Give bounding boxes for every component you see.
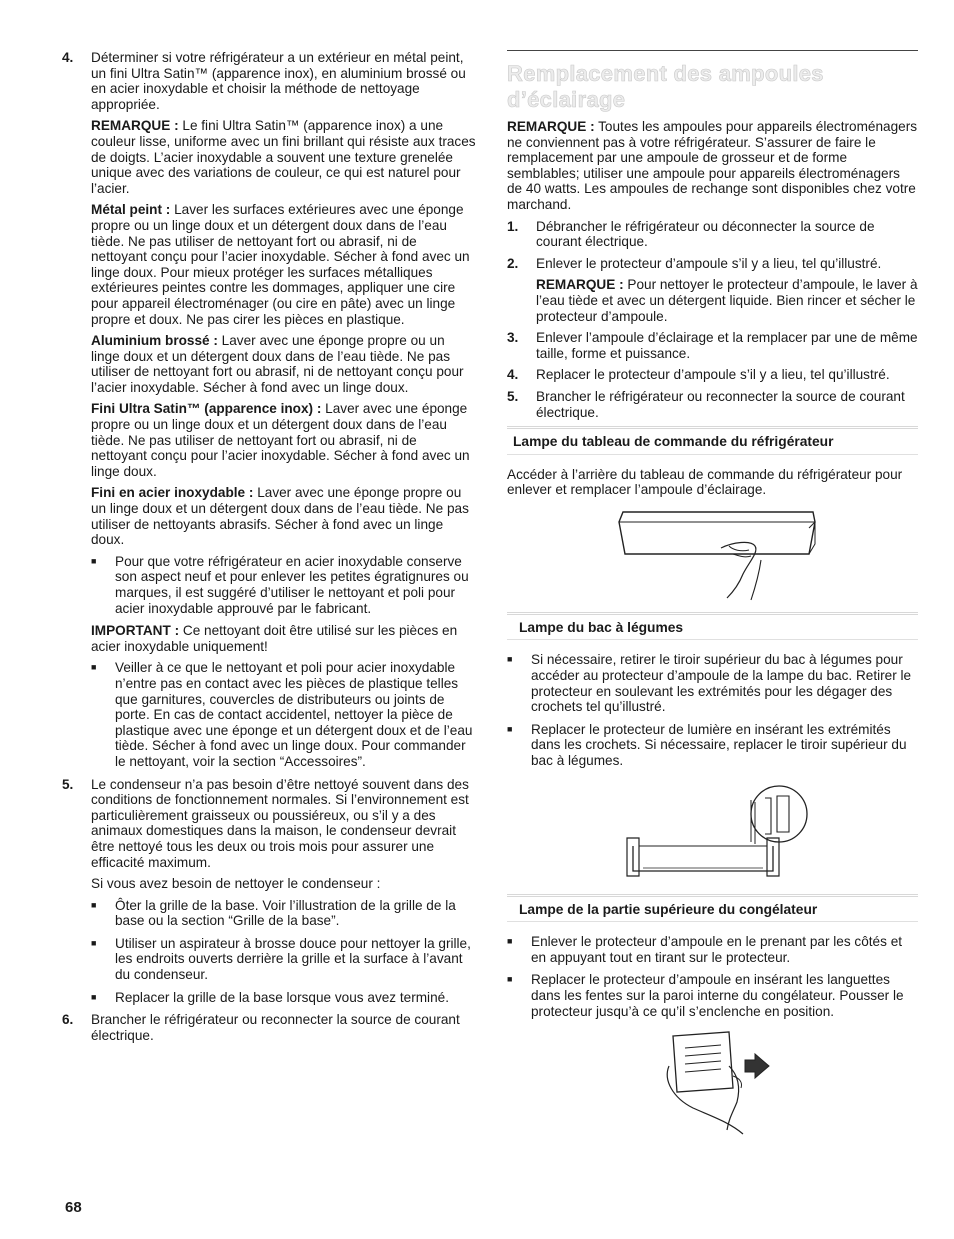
- list-item: [507, 934, 918, 965]
- step2-remarque: [507, 277, 918, 324]
- remarque-text: Le fini Ultra Satin™ (apparence inox) a une couleur lisse, uniforme avec un fini brillant qui résiste aux traces de doigts. L’acier inoxydable a souvent une texture grenelée unique avec des variations de couleur, ce qui est naturel pour l’acier.: [91, 118, 476, 196]
- metal-paragraph: [62, 202, 476, 327]
- remarque-label: REMARQUE :: [507, 119, 595, 134]
- step-text: Enlever le protecteur d’ampoule s’il y a lieu, tel qu’illustré.: [536, 255, 882, 271]
- left-column: [62, 50, 476, 1049]
- step-text: Le condenseur n’a pas besoin d’être nettoyé souvent dans des conditions de fonctionnement normales. Si l’environnement est particulièrement graisseux ou poussiéreux, ou s’il y a des animaux domestiques dans la maison, le condenseur devrait être nettoyé tous les deux ou trois mois pour assurer une efficacité maximum.: [91, 776, 469, 870]
- satin-label: Fini Ultra Satin™ (apparence inox) :: [91, 401, 322, 417]
- subsection-title: Lampe du bac à légumes: [519, 619, 684, 635]
- important-label: IMPORTANT :: [91, 623, 180, 639]
- step-number: 3.: [507, 330, 519, 346]
- list-item: [62, 898, 476, 929]
- subsection-rule: [507, 639, 918, 640]
- step-text: Enlever l’ampoule d’éclairage et la remplacer par une de même taille, forme et puissance.: [536, 330, 918, 361]
- step-number: 2.: [507, 255, 519, 271]
- remarque-paragraph: [62, 118, 476, 196]
- step-6: [62, 1012, 476, 1043]
- remarque-label: REMARQUE :: [536, 277, 624, 293]
- step-2: [507, 256, 918, 272]
- right-column: [507, 50, 918, 1144]
- satin-text: Laver avec une éponge propre ou un linge doux et un détergent doux dans de l’eau tiède. Ne pas utiliser de nettoyant fort ou abrasif, ni de nettoyant conçu pour l’acier inoxydable. Sécher à fond avec un linge doux.: [91, 401, 470, 479]
- remarque-text: Toutes les ampoules pour appareils électroménagers ne conviennent pas à votre réfrigérateur. S’assurer de faire le remplacement par une ampoule de grosseur et de forme semblables; utiliser une ampoule pour appareils électroménagers de 40 watts. Les ampoules de rechange sont disponibles chez votre marchand.: [507, 119, 918, 212]
- list-item: [62, 554, 476, 616]
- inox-paragraph: [62, 485, 476, 547]
- step-4: [507, 367, 918, 383]
- crisper-lamp-illustration: [613, 776, 813, 886]
- list-item-text: Replacer le protecteur d’ampoule en insérant les languettes dans les fentes sur la paroi interne du congélateur. Pousser le protecteur jusqu’à ce qu’il s’enclenche en position.: [531, 972, 904, 1019]
- metal-text: Laver les surfaces extérieures avec une éponge propre ou un linge doux et un détergent doux dans de l’eau tiède. Ne pas utiliser de nettoyant fort ou abrasif, ni de nettoyant conçu pour l’acier inoxydable. Sécher à fond avec un linge doux. Pour mieux protéger les surfaces métalliques extérieures peintes contre les dommages, appliquer une cire pour appareil électroménager (ou cire en pâte) avec un linge propre et doux. Ne pas cirer les pièces en plastique.: [91, 202, 470, 327]
- step-number: 4.: [62, 50, 74, 65]
- bullet-icon: ■: [91, 991, 97, 1002]
- page-number: 68: [65, 1199, 82, 1216]
- section-title: Remplacement des ampoules d’éclairage: [507, 61, 824, 112]
- step-3: [507, 330, 918, 361]
- bullet-icon: ■: [507, 936, 513, 947]
- important-paragraph: [62, 623, 476, 654]
- inox-text: Laver avec une éponge propre ou un linge doux et un détergent doux dans de l’eau tiède. Ne pas utiliser de nettoyants abrasifs. Sécher à fond avec un linge doux.: [91, 485, 469, 548]
- step-text: Brancher le réfrigérateur ou reconnecter la source de courant électrique.: [536, 388, 905, 420]
- alu-label: Aluminium brossé :: [91, 333, 218, 349]
- list-item: [507, 722, 918, 769]
- remarque-paragraph: [507, 119, 918, 213]
- step-text: Débrancher le réfrigérateur ou déconnecter la source de courant électrique.: [536, 218, 875, 250]
- satin-paragraph: [62, 401, 476, 479]
- list-item-text: Pour que votre réfrigérateur en acier inoxydable conserve son aspect neuf et pour enlever les petites égratignures ou marques, il est suggéré d’utiliser le nettoyant et poli pour acier inoxydable approuvé par le fabricant.: [115, 553, 469, 616]
- subsection-text: Accéder à l’arrière du tableau de commande du réfrigérateur pour enlever et remplacer l’ampoule d’éclairage.: [507, 466, 903, 498]
- list-item: [62, 936, 476, 983]
- step-number: 5.: [62, 776, 74, 792]
- step-number: 6.: [62, 1012, 74, 1028]
- alu-text: Laver avec une éponge propre ou un linge doux et un détergent doux dans de l’eau tiède. Ne pas utiliser de nettoyant fort ou abrasif, ni de nettoyant conçu pour l’acier inoxydable. Sécher à fond avec un linge doux.: [91, 333, 464, 395]
- bullet-icon: ■: [507, 654, 513, 665]
- subsection-rule: [507, 921, 918, 922]
- step-number: 4.: [507, 367, 519, 383]
- list-item-text: Enlever le protecteur d’ampoule en le prenant par les côtés et en appuyant tout en tirant sur le protecteur.: [531, 934, 903, 965]
- bullet-icon: ■: [91, 662, 97, 673]
- list-item: [62, 990, 476, 1006]
- important-text: Ce nettoyant doit être utilisé sur les pièces en acier inoxydable uniquement!: [91, 623, 458, 654]
- subsection-title: Lampe de la partie supérieure du congélateur: [519, 901, 818, 917]
- alu-paragraph: [62, 333, 476, 395]
- step-number: 5.: [507, 388, 519, 404]
- list-item-text: Ôter la grille de la base. Voir l’illustration de la grille de la base ou la section “Grille de la base”.: [115, 897, 456, 929]
- control-panel-lamp-illustration: [593, 504, 833, 604]
- step-5: [507, 389, 918, 420]
- bullet-icon: ■: [507, 723, 513, 734]
- list-item: [507, 972, 918, 1019]
- subsection-rule: [507, 454, 918, 455]
- step-4: [62, 50, 476, 112]
- bullet-icon: ■: [91, 555, 97, 566]
- step-1: [507, 219, 918, 250]
- list-item-text: Si nécessaire, retirer le tiroir supérieur du bac à légumes pour accéder au protecteur d’ampoule de la lampe du bac. Retirer le protecteur en soulevant les extrémités pour les dégager des crochets tel qu’illustré.: [531, 652, 912, 715]
- list-item: [62, 660, 476, 769]
- list-item-text: Replacer le protecteur de lumière en insérant les extrémités dans les crochets. Si nécessaire, replacer le tiroir supérieur du bac à légumes.: [531, 721, 907, 769]
- subsection-title: Lampe du tableau de commande du réfrigérateur: [513, 434, 834, 450]
- remarque-label: REMARQUE :: [91, 118, 179, 134]
- subsection-heading-crisper: [507, 612, 918, 636]
- step-number: 1.: [507, 218, 519, 234]
- bullet-icon: ■: [91, 937, 97, 948]
- subsection-heading-control-panel: [507, 426, 918, 450]
- list-item-text: Veiller à ce que le nettoyant et poli pour acier inoxydable n’entre pas en contact avec les pièces de plastique telles que garnitures, couvercles de distributeurs ou joints de porte. En cas de contact accidentel, nettoyer la pièce de plastique avec une éponge et un détergent doux et de l’eau tiède. Sécher à fond avec un linge doux. Pour commander le nettoyant, voir la section “Accessoires”.: [115, 660, 473, 769]
- inox-label: Fini en acier inoxydable :: [91, 485, 254, 501]
- freezer-lamp-illustration: [633, 1026, 793, 1136]
- step-text: Déterminer si votre réfrigérateur a un extérieur en métal peint, un fini Ultra Satin™ (apparence inox), en aluminium brossé ou en acier inoxydable et choisir la méthode de nettoyage appropriée.: [91, 50, 466, 112]
- subsection-heading-freezer: [507, 894, 918, 918]
- remarque-text: Pour nettoyer le protecteur d’ampoule, le laver à l’eau tiède et avec un détergent liquide. Bien rincer et sécher le protecteur d’ampoule.: [536, 277, 918, 324]
- metal-label: Métal peint :: [91, 202, 171, 218]
- step-5: [62, 777, 476, 871]
- list-item-text: Utiliser un aspirateur à brosse douce pour nettoyer la grille, les endroits ouverts derrière la grille et la surface à l’avant du condenseur.: [115, 935, 471, 983]
- step-text: Replacer le protecteur d’ampoule s’il y a lieu, tel qu’illustré.: [536, 367, 890, 383]
- bullet-icon: ■: [91, 899, 97, 910]
- bullet-icon: ■: [507, 974, 513, 985]
- list-item: [507, 652, 918, 714]
- list-item-text: Replacer la grille de la base lorsque vous avez terminé.: [115, 989, 449, 1005]
- section-divider: [507, 50, 918, 51]
- condenseur-intro: Si vous avez besoin de nettoyer le condenseur :: [91, 876, 381, 892]
- step-text: Brancher le réfrigérateur ou reconnecter la source de courant électrique.: [91, 1012, 460, 1043]
